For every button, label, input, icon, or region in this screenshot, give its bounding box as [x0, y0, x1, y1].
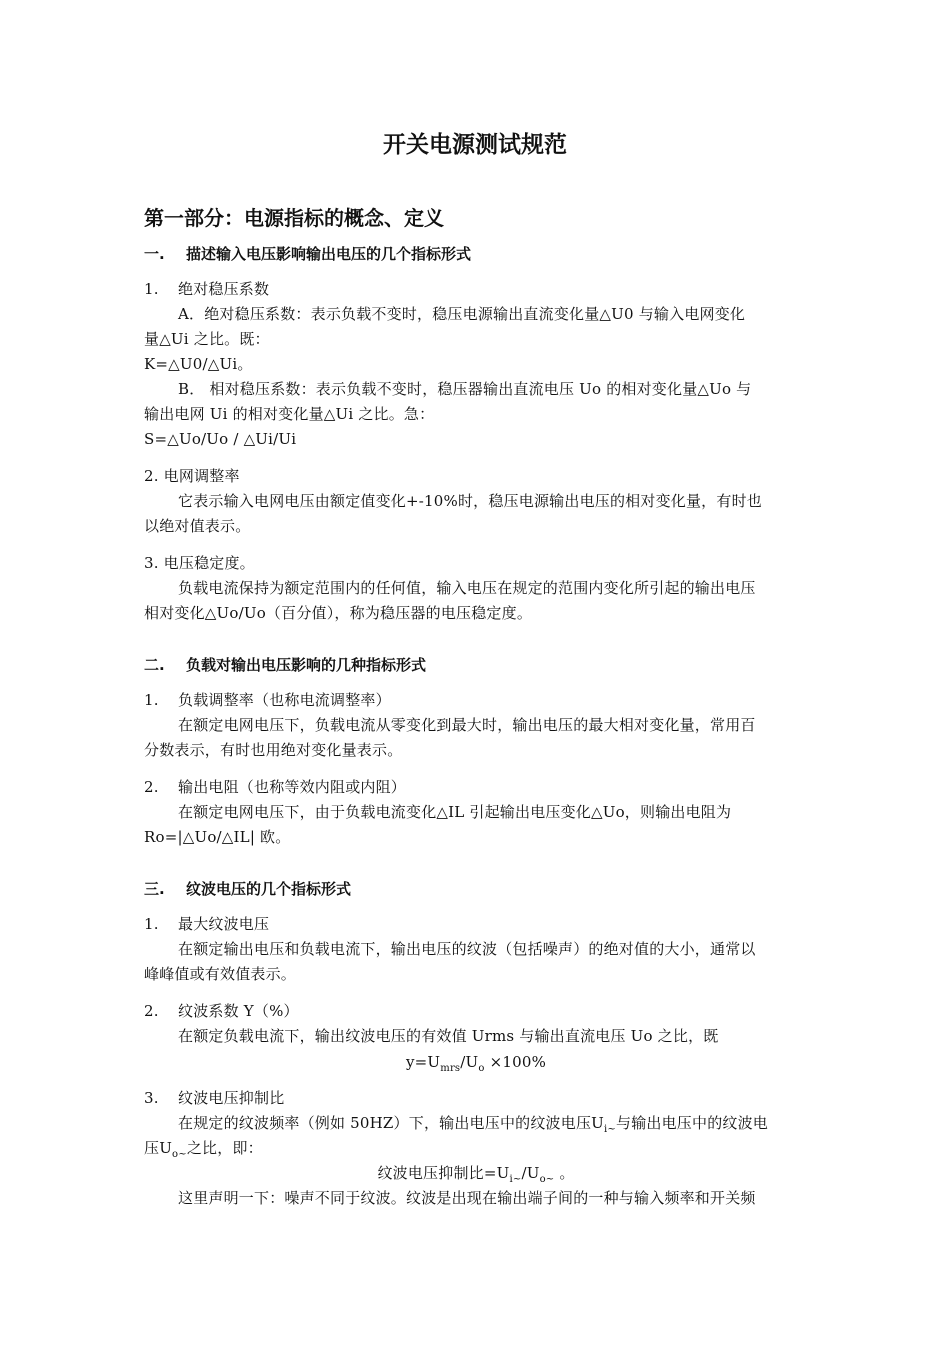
formula-subscript: mrs: [440, 1063, 461, 1074]
paragraph-line: 在额定输出电压和负载电流下，输出电压的纹波（包括噪声）的绝对值的大小，通常以: [178, 940, 756, 958]
list-item-title: [144, 1088, 808, 1108]
paragraph-line: A．绝对稳压系数：表示负载不变时，稳压电源输出直流变化量△U0 与输入电网变化: [178, 305, 746, 323]
paragraph-line: 分数表示，有时也用绝对变化量表示。: [144, 741, 403, 759]
item-title: 纹波系数 Y（%）: [178, 1002, 299, 1020]
paragraph-text: 之比，即：: [186, 1139, 263, 1157]
section-title: 纹波电压的几个指标形式: [186, 880, 352, 898]
section-heading-2: [144, 654, 426, 675]
formula-text: ×100%: [484, 1053, 547, 1071]
paragraph-line: 输出电网 Ui 的相对变化量△Ui 之比。急：: [144, 405, 435, 423]
item-number: 3.: [144, 1089, 159, 1107]
part-heading: 第一部分：电源指标的概念、定义: [144, 206, 444, 230]
paragraph-line: 以绝对值表示。: [144, 517, 251, 535]
formula-subscript: i~: [509, 1174, 522, 1185]
formula-line: S=△Uo/Uo / △Ui/Ui: [144, 430, 297, 448]
paragraph-text: 在规定的纹波频率（例如 50HZ）下，输出电压中的纹波电压U: [178, 1114, 605, 1132]
formula-line: Ro=|△Uo/△IL| 欧。: [144, 828, 291, 846]
item-title: 输出电阻（也称等效内阻或内阻）: [178, 778, 407, 796]
formula-subscript: o~: [539, 1174, 555, 1185]
item-title: 负载调整率（也称电流调整率）: [178, 691, 391, 709]
formula-line: K=△U0/△Ui。: [144, 355, 253, 373]
section-number: 二.: [144, 656, 165, 674]
formula-subscript: o: [478, 1063, 485, 1074]
item-number: 2.: [144, 1002, 159, 1020]
page-title: 开关电源测试规范: [383, 132, 567, 158]
formula-text: /U: [521, 1164, 540, 1182]
section-number: 一.: [144, 245, 165, 263]
item-title: 最大纹波电压: [178, 915, 270, 933]
item-title: 2. 电网调整率: [144, 467, 240, 485]
paragraph-line: 负载电流保持为额定范围内的任何值，输入电压在规定的范围内变化所引起的输出电压: [178, 579, 756, 597]
paragraph-text: 与输出电压中的纹波电: [616, 1114, 769, 1132]
list-item-title: [144, 914, 808, 934]
item-title: 3. 电压稳定度。: [144, 554, 255, 572]
paragraph-line: 量△Ui 之比。既：: [144, 330, 270, 348]
item-title: 纹波电压抑制比: [178, 1089, 285, 1107]
text-subscript: i~: [604, 1124, 616, 1135]
formula-line: [144, 1163, 808, 1190]
list-item-title: [144, 1001, 808, 1021]
item-number: 1.: [144, 280, 159, 298]
paragraph-line: 在额定电网电压下，负载电流从零变化到最大时，输出电压的最大相对变化量，常用百: [178, 716, 756, 734]
paragraph-line: B． 相对稳压系数：表示负载不变时，稳压器输出直流电压 Uo 的相对变化量△Uo 与: [178, 380, 752, 398]
paragraph-text: 压U: [144, 1139, 173, 1157]
item-number: 2.: [144, 778, 159, 796]
paragraph-line: [144, 1138, 808, 1165]
paragraph-line: 在额定负载电流下，输出纹波电压的有效值 Urms 与输出直流电压 Uo 之比，既: [178, 1027, 719, 1045]
paragraph-line: 这里声明一下：噪声不同于纹波。纹波是出现在输出端子间的一种与输入频率和开关频: [178, 1189, 756, 1207]
section-heading-3: [144, 878, 351, 899]
paragraph-line: 在额定电网电压下，由于负载电流变化△IL 引起输出电压变化△Uo，则输出电阻为: [178, 803, 732, 821]
formula-text: 纹波电压抑制比=U: [377, 1164, 510, 1182]
paragraph-line: 它表示输入电网电压由额定值变化+-10%时，稳压电源输出电压的相对变化量，有时也: [178, 492, 762, 510]
list-item-title: [144, 279, 808, 299]
section-title: 负载对输出电压影响的几种指标形式: [186, 656, 427, 674]
text-subscript: o~: [172, 1149, 187, 1160]
paragraph-line: [178, 1113, 808, 1140]
item-title: 绝对稳压系数: [178, 280, 270, 298]
formula-text: 。: [554, 1164, 575, 1182]
section-title: 描述输入电压影响输出电压的几个指标形式: [186, 245, 472, 263]
section-number: 三.: [144, 880, 165, 898]
paragraph-line: 相对变化△Uo/Uo（百分值），称为稳压器的电压稳定度。: [144, 604, 533, 622]
formula-text: /U: [460, 1053, 479, 1071]
list-item-title: [144, 777, 808, 797]
item-number: 1.: [144, 915, 159, 933]
formula-line: [144, 1052, 808, 1079]
list-item-title: [144, 690, 808, 710]
section-heading-1: [144, 243, 471, 264]
paragraph-line: 峰峰值或有效值表示。: [144, 965, 297, 983]
item-number: 1.: [144, 691, 159, 709]
formula-text: y=U: [405, 1053, 441, 1071]
